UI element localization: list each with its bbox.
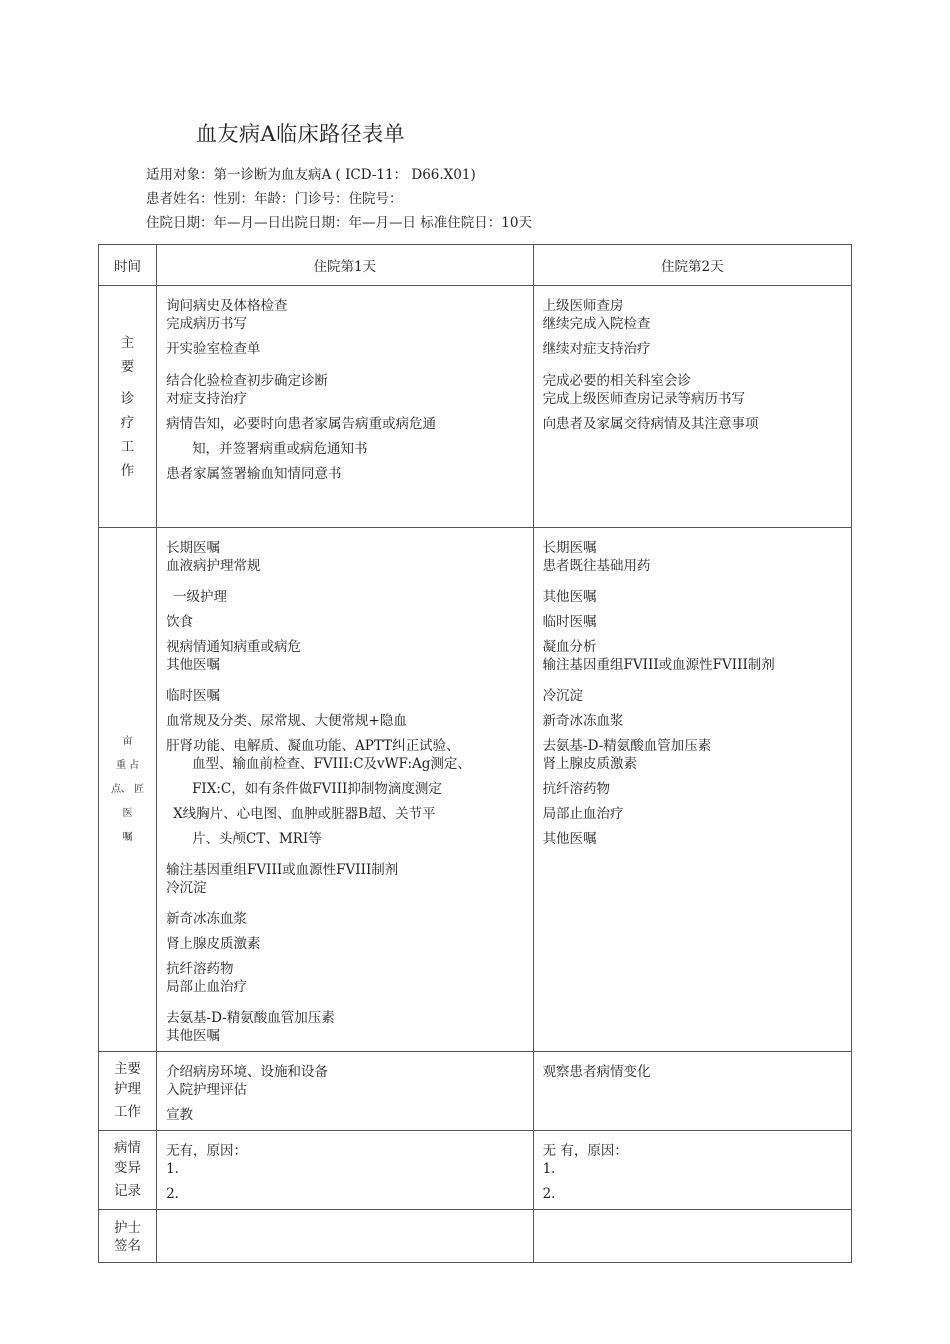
page-title: 血友病A临床路径表单 bbox=[196, 122, 406, 146]
header-day1: 住院第1天 bbox=[157, 245, 534, 286]
diagnosis-row bbox=[99, 286, 852, 528]
nursing-day1: 介绍病房环境、设施和设备 入院护理评估 宣教 bbox=[157, 1052, 534, 1131]
diagnosis-day1: 询问病史及体格检查 完成病历书写 开实验室检查单 结合化验检查初步确定诊断 对症支持治疗 病情告知，必要时向患者家属告病重或病危通 知，并签署病重或病危通知书 患者家属签署输血知情同意书 bbox=[157, 286, 534, 528]
diagnosis-day2: 上级医师查房 继续完成入院检查 继续对症支持治疗 完成必要的相关科室会诊 完成上级医师查房记录等病历书写 向患者及家属交待病情及其注意事项 bbox=[533, 286, 851, 528]
nursing-row bbox=[99, 1052, 852, 1131]
signature-row bbox=[99, 1210, 852, 1263]
admission-date-line: 住院日期：年—月—日出院日期：年—月—日 标准住院日：10天 bbox=[146, 215, 532, 231]
signature-label: 护士 签名 bbox=[99, 1210, 157, 1263]
variance-row bbox=[99, 1131, 852, 1210]
variance-day1: 无有，原因： 1. 2. bbox=[157, 1131, 534, 1210]
patient-info-line: 患者姓名：性别：年龄：门诊号：住院号： bbox=[146, 191, 403, 207]
signature-day2-field[interactable] bbox=[533, 1210, 851, 1263]
applicable-object-line: 适用对象：第一诊断为血友病A ( ICD-11： D66.X01) bbox=[146, 167, 476, 183]
nursing-day2: 观察患者病情变化 bbox=[533, 1052, 851, 1131]
orders-row bbox=[99, 528, 852, 1052]
orders-day2: 长期医嘱 患者既往基础用药 其他医嘱 临时医嘱 凝血分析 输注基因重组FVIII或血源性FVIII制剂 冷沉淀 新奇冰冻血浆 去氨基-D-精氨酸血管加压素 肾上腺皮质激素 抗纤溶药物 局部止血治疗 其他医嘱 bbox=[533, 528, 851, 1052]
header-row bbox=[99, 245, 852, 286]
variance-day2: 无 有，原因： 1. 2. bbox=[533, 1131, 851, 1210]
signature-day1-field[interactable] bbox=[157, 1210, 534, 1263]
clinical-pathway-table bbox=[98, 244, 852, 1263]
orders-label: 亩 重 占 点、 匠 医 嘱 bbox=[99, 528, 157, 1052]
variance-label: 病情 变异 记录 bbox=[99, 1131, 157, 1210]
header-time: 时间 bbox=[99, 245, 157, 286]
header-day2: 住院第2天 bbox=[533, 245, 851, 286]
diagnosis-label: 主 要 诊 疗 工 作 bbox=[99, 286, 157, 528]
orders-day1: 长期医嘱 血液病护理常规 一级护理 饮食 视病情通知病重或病危 其他医嘱 临时医嘱 血常规及分类、尿常规、大便常规+隐血 肝肾功能、电解质、凝血功能、APTT纠正试验、 血型、输血前检查、FVIII:C及vWF:Ag测定、 FIX:C，如有条件做FVIII抑制物滴度测定 X线胸片、心电图、血肿或脏器B超、关节平 片、头颅CT、MRI等 输注基因重组FVIII或血源性FVIII制剂 冷沉淀 新奇冰冻血浆 肾上腺皮质激素 抗纤溶药物 局部止血治疗 去氨基-D-精氨酸血管加压素 其他医嘱 bbox=[157, 528, 534, 1052]
nursing-label: 主要 护理 工作 bbox=[99, 1052, 157, 1131]
